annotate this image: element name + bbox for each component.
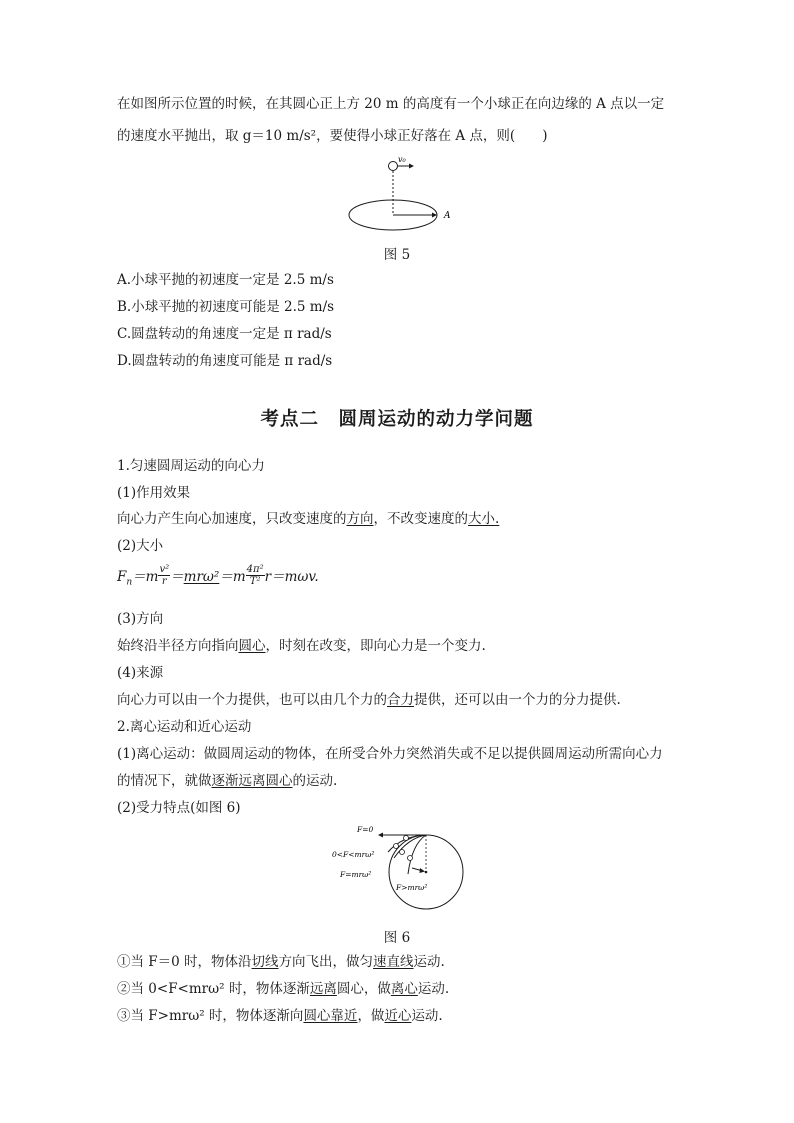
direction-text-pre: 始终沿半径方向指向 (117, 638, 239, 654)
heading-2: 2.离心运动和近心运动 (117, 719, 252, 735)
item-2-blank-2: 离心 (390, 981, 418, 997)
effect-text (117, 510, 499, 528)
label-A: A (444, 211, 451, 221)
option-c: C.圆盘转动的角速度一定是 π rad/s (117, 326, 332, 342)
item-3-post: 运动. (411, 1008, 443, 1024)
label-f-zero: F=0 (357, 825, 374, 834)
effect-text-mid: ，不改变速度的 (373, 511, 468, 527)
option-a: A.小球平抛的初速度一定是 2.5 m/s (117, 272, 334, 288)
formula-frac-4pi2-t2 (246, 564, 265, 587)
item-2-post: 运动. (417, 981, 450, 997)
formula-frac1-num: v² (159, 564, 170, 575)
item-2-mid: 圆心，做 (336, 981, 391, 997)
formula-frac1-den: r (161, 576, 167, 587)
formula-eq1: ＝m (132, 569, 159, 585)
centrifugal-line-2 (117, 772, 337, 790)
ball-pos-2 (394, 844, 399, 849)
subheading-effect: (1)作用效果 (117, 485, 191, 501)
item-2 (117, 980, 449, 998)
effect-text-pre: 向心力产生向心加速度，只改变速度的 (117, 511, 347, 527)
velocity-arrowhead (409, 164, 414, 169)
effect-blank-magnitude: 大小. (468, 511, 500, 527)
item-1-blank-1: 切线 (251, 954, 279, 970)
item-1-mid: 方向飞出，做匀 (278, 954, 374, 970)
figure-5 (340, 155, 470, 235)
formula-tail: r＝mωv. (264, 569, 319, 585)
item-1-blank-2: 速直线 (373, 954, 414, 970)
force-arrowhead (420, 868, 426, 873)
item-1 (117, 953, 445, 971)
direction-text (117, 637, 486, 655)
figure-5-caption: 图 5 (383, 247, 411, 263)
subheading-magnitude: (2)大小 (117, 538, 164, 554)
figure-6-caption: 图 6 (383, 930, 411, 946)
formula-eq3: ＝m (219, 569, 246, 585)
formula-sub-n: n (126, 577, 133, 588)
centrifugal-blank: 逐渐远离圆心 (211, 773, 293, 789)
problem-line-1: 在如图所示位置的时候，在其圆心正上方 20 m 的高度有一个小球正在向边缘的 A 点以一定 (117, 96, 665, 112)
ball-pos-4 (408, 856, 413, 861)
source-blank-resultant: 合力 (387, 692, 414, 708)
source-text (117, 691, 621, 709)
formula-frac-v2-r (158, 564, 170, 587)
option-d: D.圆盘转动的角速度可能是 π rad/s (117, 353, 333, 369)
direction-blank-center: 圆心 (238, 638, 266, 654)
item-1-post: 运动. (413, 954, 445, 970)
centrifugal-line-1: (1)离心运动：做圆周运动的物体，在所受合外力突然消失或不足以提供圆周运动所需向心力 (117, 746, 663, 762)
subheading-force-features: (2)受力特点(如图 6) (117, 800, 241, 816)
center-dot (425, 871, 428, 874)
heading-1: 1.匀速圆周运动的向心力 (117, 458, 265, 474)
formula-eq2: ＝ (170, 569, 184, 585)
centrifugal-line-2-post: 的运动. (292, 773, 338, 789)
item-3-blank-1: 圆心靠近 (303, 1008, 358, 1024)
source-text-post: 提供，还可以由一个力的分力提供. (414, 692, 621, 708)
formula-frac2-num: 4π² (246, 564, 264, 575)
tangent-arrowhead (378, 833, 383, 838)
direction-text-post: ，时刻在改变，即向心力是一个变力. (265, 638, 486, 654)
ball-pos-3 (400, 850, 405, 855)
option-b: B.小球平抛的初速度可能是 2.5 m/s (117, 299, 335, 315)
item-2-pre: ②当 0<F<mrω² 时，物体逐渐 (117, 981, 310, 997)
item-3 (117, 1007, 443, 1025)
item-2-blank-1: 远离 (309, 981, 337, 997)
subheading-direction: (3)方向 (117, 611, 164, 627)
label-f-equal: F=mrω² (340, 870, 372, 879)
ball-pos-1 (404, 836, 409, 841)
label-f-partial: 0<F<mrω² (332, 850, 375, 859)
item-3-mid: ，做 (357, 1008, 385, 1024)
subheading-source: (4)来源 (117, 665, 164, 681)
item-3-pre: ③当 F>mrω² 时，物体逐渐向 (117, 1008, 304, 1024)
item-3-blank-2: 近心 (384, 1008, 412, 1024)
label-v0: v₀ (398, 155, 406, 164)
centripetal-formula (117, 566, 319, 594)
figure-6 (330, 822, 470, 912)
source-text-pre: 向心力可以由一个力提供，也可以由几个力的 (117, 692, 387, 708)
formula-f: F (117, 569, 127, 585)
item-1-pre: ①当 F＝0 时，物体沿 (117, 954, 252, 970)
section-title: 考点二 圆周运动的动力学问题 (260, 409, 534, 430)
label-f-greater: F>mrω² (396, 883, 428, 892)
effect-blank-direction: 方向 (346, 511, 374, 527)
formula-blank-mrw2: mrω² (183, 569, 220, 585)
problem-line-2: 的速度水平抛出，取 g＝10 m/s²，要使得小球正好落在 A 点，则( ) (117, 128, 548, 144)
ball-circle (389, 162, 398, 171)
centrifugal-line-2-pre: 的情况下，就做 (117, 773, 212, 789)
formula-frac2-den: T² (249, 576, 261, 587)
